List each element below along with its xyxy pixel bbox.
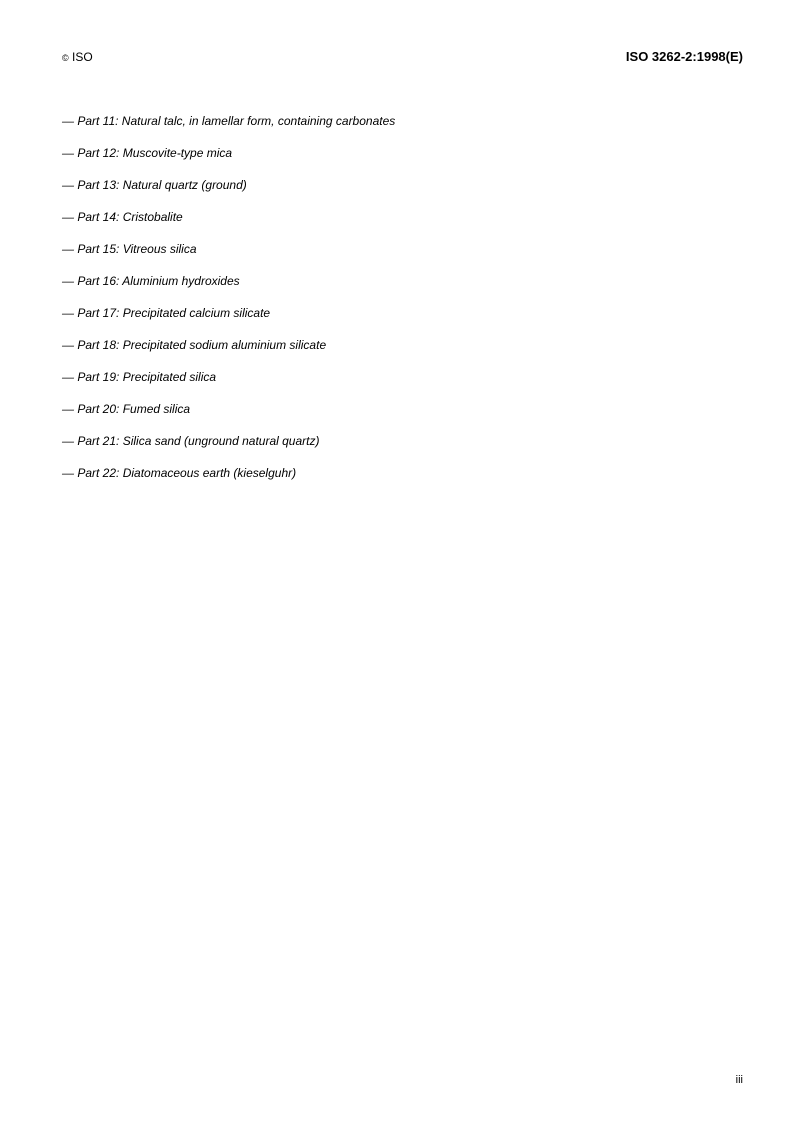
page-number: iii xyxy=(735,1074,743,1086)
list-item: — Part 11: Natural talc, in lamellar form, containing carbonates xyxy=(62,114,396,128)
list-item: — Part 16: Aluminium hydroxides xyxy=(62,274,240,288)
copyright-symbol: © xyxy=(62,53,69,63)
list-item: — Part 13: Natural quartz (ground) xyxy=(62,178,247,192)
list-item: — Part 22: Diatomaceous earth (kieselguhr) xyxy=(62,466,297,480)
list-item: — Part 14: Cristobalite xyxy=(62,210,183,224)
parts-list xyxy=(62,114,395,498)
list-item: — Part 17: Precipitated calcium silicate xyxy=(62,306,271,320)
list-item: — Part 12: Muscovite-type mica xyxy=(62,146,233,160)
list-item: — Part 20: Fumed silica xyxy=(62,402,191,416)
list-item: — Part 15: Vitreous silica xyxy=(62,242,197,256)
list-item: — Part 21: Silica sand (unground natural quartz) xyxy=(62,434,320,448)
copyright-notice xyxy=(62,50,93,64)
list-item: — Part 18: Precipitated sodium aluminium silicate xyxy=(62,338,327,352)
document-id: ISO 3262-2:1998(E) xyxy=(625,49,743,64)
copyright-org: ISO xyxy=(71,50,93,64)
list-item: — Part 19: Precipitated silica xyxy=(62,370,217,384)
